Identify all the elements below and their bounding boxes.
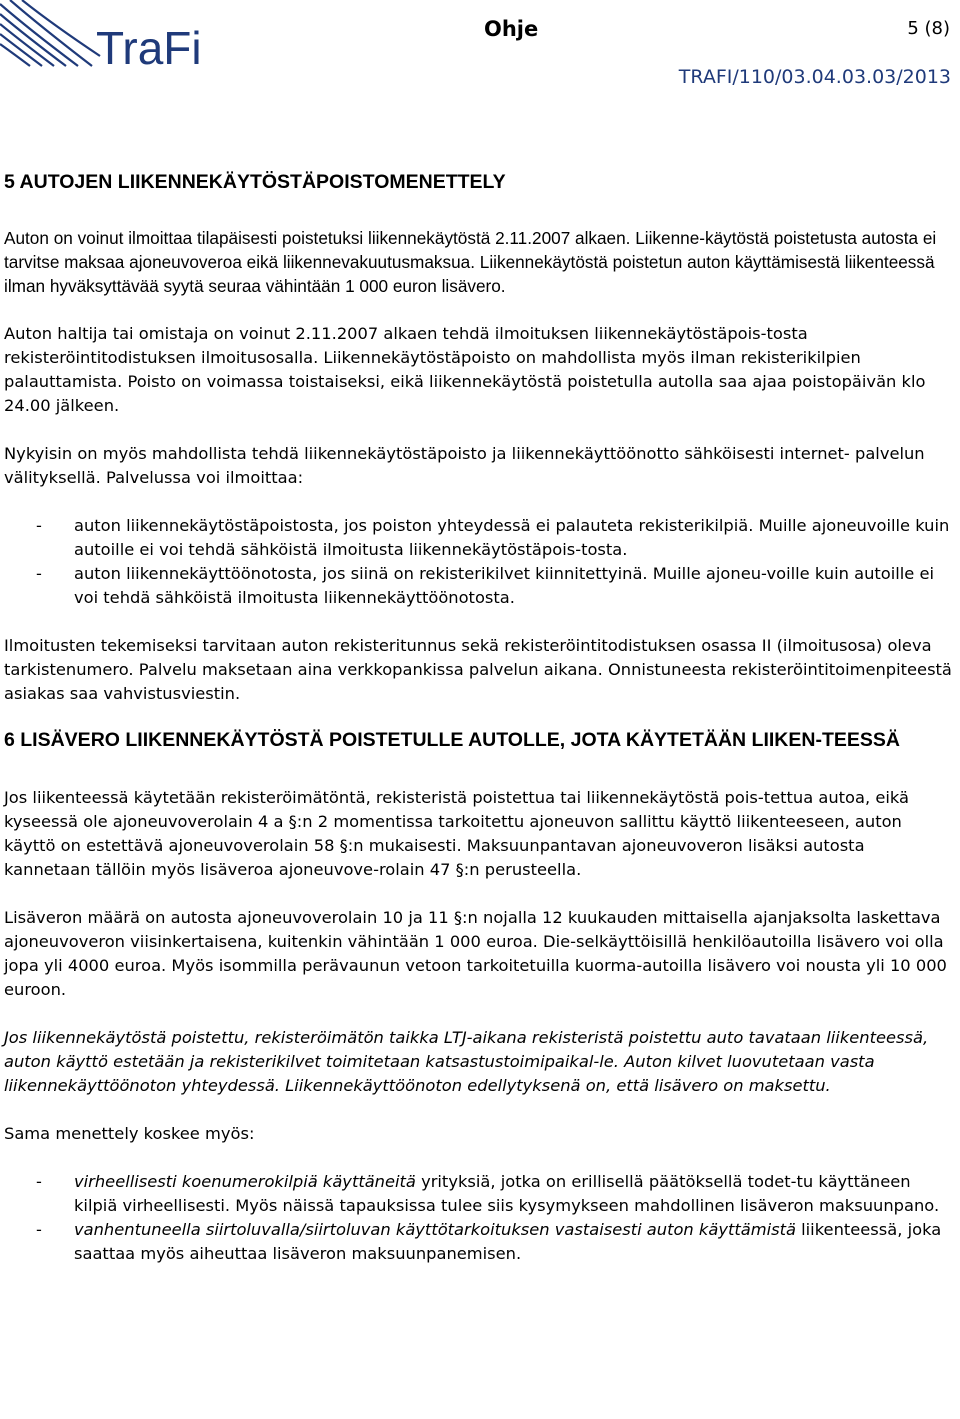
section-6-paragraph-2: Lisäveron määrä on autosta ajoneuvoverolain 10 ja 11 §:n nojalla 12 kuukauden mittaisella ajanjaksolta laskettava ajoneuvoveron viisinkertaisena, kuitenkin vähintään 1 000 euroa. Die-selkäyttöisillä henkilöautoilla lisävero voi olla jopa yli 4000 euroa. Myös isommilla perävaunun vetoon tarkoitetuilla kuorma-autoilla lisävero voi nousta yli 10 000 euroon. [4,908,947,999]
document-type: Ohje [484,17,539,41]
section-5-heading: 5 AUTOJEN LIIKENNEKÄYTÖSTÄPOISTOMENETTELY [4,171,506,193]
document-reference: TRAFI/110/03.04.03.03/2013 [678,66,951,88]
section-5-paragraph-4: Ilmoitusten tekemiseksi tarvitaan auton rekisteritunnus sekä rekisteröintitodistuksen osassa II (ilmoitusosa) oleva tarkistenumero. Palvelu maksetaan aina verkkopankissa palvelun aikana. Onnistuneesta rekisteröintitoimenpiteestä asiakas saa vahvistusviestin. [4,636,952,703]
section-6-list [4,1170,954,1266]
list-item: - vanhentuneella siirtoluvalla/siirtoluvan käyttötarkoituksen vastaisesti auton käyttämistä liikenteessä, joka saattaa myös aiheuttaa lisäveron maksuunpanemisen. [36,1220,942,1263]
section-5-paragraph-2: Auton haltija tai omistaja on voinut 2.11.2007 alkaen tehdä ilmoituksen liikennekäytöstäpois-tosta rekisteröintitodistuksen ilmoitusosalla. Liikennekäytöstäpoisto on mahdollista myös ilman rekisterikilpien palauttamista. Poisto on voimassa toistaiseksi, eikä liikennekäytöstä poistetulla autolla saa ajaa poistopäivän klo 24.00 jälkeen. [4,324,926,415]
list-item: - auton liikennekäyttöönotosta, jos siinä on rekisterikilvet kiinnitettyinä. Muille ajoneu-voille kuin autoille ei voi tehdä sähköistä ilmoitusta liikennekäyttöönotosta. [36,564,935,607]
list-item: - auton liikennekäytöstäpoistosta, jos poiston yhteydessä ei palauteta rekisterikilpiä. Muille ajoneuvoille kuin autoille ei voi tehdä sähköistä ilmoitusta liikennekäytöstäpois-tosta. [36,516,950,559]
section-6-paragraph-3: Jos liikennekäytöstä poistettu, rekisteröimätön taikka LTJ-aikana rekisteristä poistettu auto tavataan liikenteessä, auton käyttö estetään ja rekisterikilvet toimitetaan katsastustoimipaikal-le. Auton kilvet luovutetaan vasta liikennekäyttöönoton yhteydessä. Liikennekäyttöönoton edellytyksenä on, että lisävero on maksettu. [4,1028,929,1095]
section-5-list [4,514,954,610]
trafi-logo [0,0,230,72]
document-body [4,170,954,1266]
section-5-paragraph-1: Auton on voinut ilmoittaa tilapäisesti poistetuksi liikennekäytöstä 2.11.2007 alkaen. Liikenne-käytöstä poistetusta autosta ei tarvitse maksaa ajoneuvoveroa eikä liikennevakuutusmaksua. Liikennekäytöstä poistetun auton käyttämisestä liikenteessä ilman hyväksyttävää syytä seuraa vähintään 1 000 euron lisävero. [4,228,937,296]
list-item: - virheellisesti koenumerokilpiä käyttäneitä yrityksiä, jotka on erillisellä päätöksellä todet-tu käyttäneen kilpiä virheellisesti. Myös näissä tapauksissa tulee siis kysymykseen mahdollinen lisäveron maksuunpano. [36,1172,940,1215]
svg-text:TraFi: TraFi [96,22,202,72]
section-6-paragraph-4: Sama menettely koskee myös: [4,1124,255,1143]
section-6-heading: 6 LISÄVERO LIIKENNEKÄYTÖSTÄ POISTETULLE AUTOLLE, JOTA KÄYTETÄÄN LIIKEN-TEESSÄ [4,729,900,751]
page-number: 5 (8) [907,18,950,39]
section-6-paragraph-1: Jos liikenteessä käytetään rekisteröimätöntä, rekisteristä poistettua tai liikennekäytöstä pois-tettua autoa, eikä kyseessä ole ajoneuvoverolain 4 a §:n 2 momentissa tarkoitettu ajoneuvon sallittu käyttö liikenteeseen, auton käyttö on estettävä ajoneuvoverolain 58 §:n mukaisesti. Maksuunpantavan ajoneuvoveron lisäksi autosta kannetaan tällöin myös lisäveroa ajoneuvove-rolain 47 §:n perusteella. [4,788,909,879]
section-5-paragraph-3: Nykyisin on myös mahdollista tehdä liikennekäytöstäpoisto ja liikennekäyttöönotto sähköisesti internet- palvelun välityksellä. Palvelussa voi ilmoittaa: [4,444,925,487]
